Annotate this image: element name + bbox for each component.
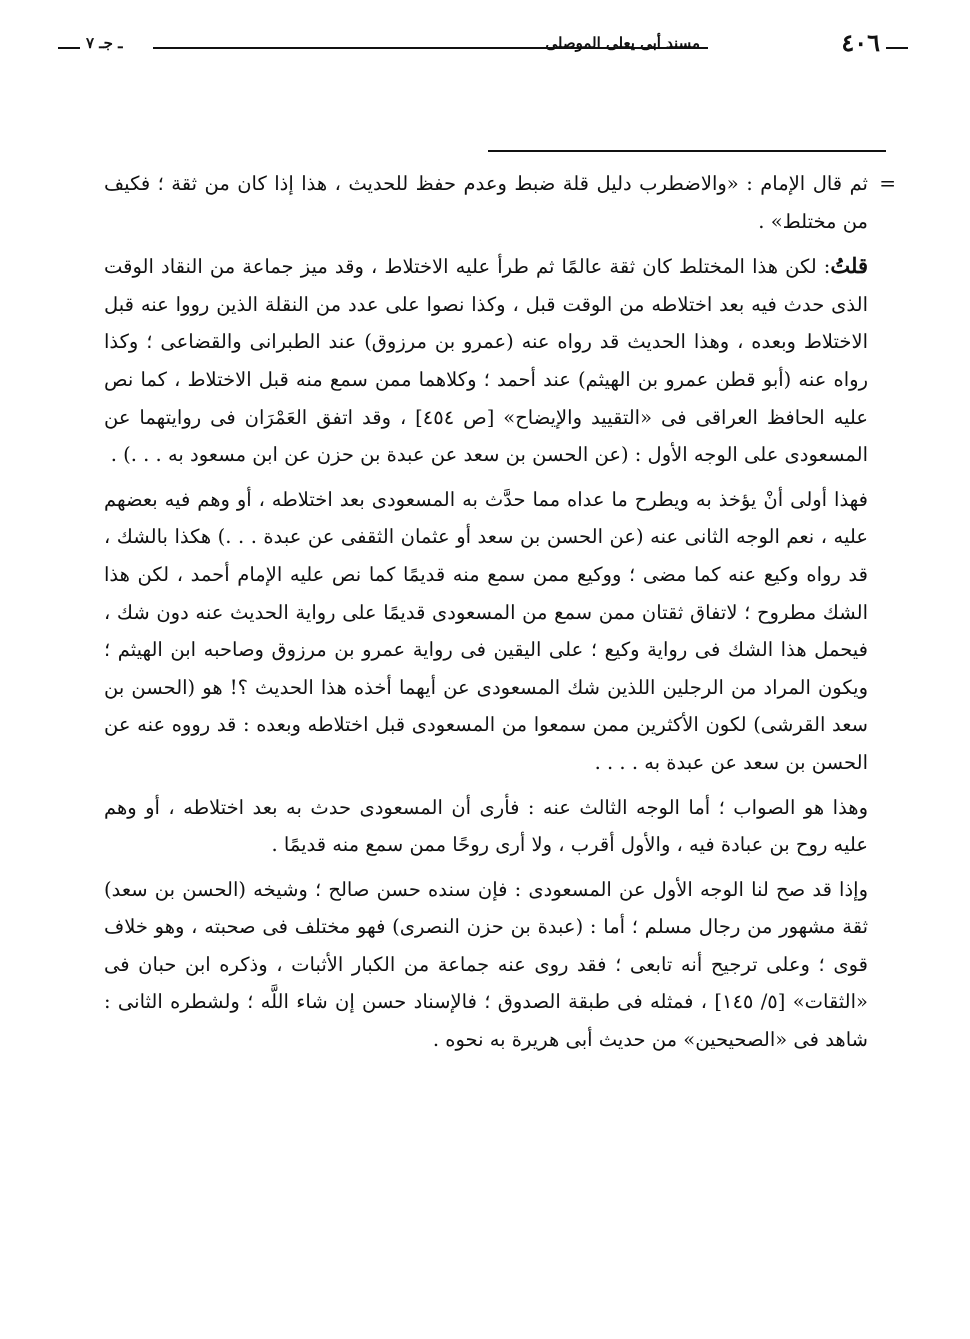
page-number: ٤٠٦	[841, 28, 880, 57]
paragraph-5: وإذا قد صح لنا الوجه الأول عن المسعودى : فإن سنده حسن صالح ؛ وشيخه (الحسن بن سعد) ثقة مشهور من رجال مسلم ؛ أما : (عبدة بن حزن النصرى) فهو مختلف فى صحبته ، وهو خلاف قوى ؛ وعلى ترجيح أنه تابعى ؛ فقد روى عنه جماعة من الكبار الأثبات ، وذكره ابن حبان فى «الثقات» [٥/ ١٤٥] ، فمثله فى طبقة الصدوق ؛ فالإسناد حسن إن شاء اللَّه ؛ ولشطره الثانى : شاهد فى «الصحيحين» من حديث أبى هريرة به نحوه .	[104, 877, 868, 1052]
footnote-body	[104, 165, 896, 1059]
paragraph-3: فهذا أولى أنْ يؤخذ به ويطرح ما عداه مما حدَّث به المسعودى بعد اختلاطه ، أو وهم فيه بعضهم عليه ، نعم الوجه الثانى عنه (عن الحسن بن سعد أو عثمان الثقفى عن عبدة . . .) هكذا بالشك ، قد رواه وكيع عنه كما مضى ؛ ووكيع ممن سمع منه قديمًا كما نص عليه الإمام أحمد ، لكن هذا الشك مطروح ؛ لاتفاق ثقتان ممن سمع من المسعودى قديمًا على رواية الحديث عنه دون شك ، فيحمل هذا الشك فى رواية وكيع ؛ على اليقين فى رواية عمرو بن مرزوق وصاحبه ابن الهيثم ؛ ويكون المراد من الرجلين اللذين شك المسعودى عن أيهما أخذه هذا الحديث ؟! هو (الحسن بن سعد القرشى) لكون الأكثرين ممن سمعوا من المسعودى قبل اختلاطه وبعده : قد رووه عنه عن الحسن بن سعد عن عبدة به . . . .	[104, 487, 868, 774]
continuation-mark: =	[879, 171, 896, 195]
qultu-label: قلتُ	[830, 253, 868, 279]
footnote-separator	[488, 150, 886, 152]
header-dash-left	[58, 47, 80, 49]
paragraph-2-text: : لكن هذا المختلط كان ثقة عالمًا ثم طرأ عليه الاختلاط ، وقد ميز جماعة من النقاد الوقت الذى حدث فيه بعد اختلاطه من الوقت قبل ، وكذا نصوا على عدد من النقلة الذين رووا عنه قبل الاختلاط وبعده ، وهذا الحديث قد رواه عنه (عمرو بن مرزوق) عند الطبرانى والقضاعى ؛ وكذا رواه عنه (أبو قطن عمرو بن الهيثم) عند أحمد ؛ وكلاهما ممن سمع منه قبل الاختلاط ، كما نص عليه الحافظ العراقى فى «التقييد والإيضاح» [ص ٤٥٤] ، وقد اتفق العَمْرَان فى روايتهما عن المسعودى على الوجه الأول : (عن الحسن بن سعد عن عبدة بن حزن عن ابن مسعود به . . .) .	[104, 255, 868, 467]
paragraph-1: ثم قال الإمام : «والاضطرب دليل قلة ضبط وعدم حفظ للحديث ، هذا إذا كان من ثقة ؛ فكيف من مختلط» .	[104, 172, 868, 233]
header-dash-right	[886, 47, 908, 49]
book-title: مسند أبى يعلى الموصلى	[545, 34, 700, 52]
page-header	[58, 30, 908, 66]
paragraph-2	[104, 247, 868, 474]
paragraph-4: وهذا هو الصواب ؛ أما الوجه الثالث عنه : فأرى أن المسعودى حدث به بعد اختلاطه ، أو وهم عليه روح بن عبادة فيه ، والأول أقرب ، ولا أرى روحًا ممن سمع منه قديمًا .	[104, 795, 868, 857]
volume-label: ـ جـ ٧	[86, 34, 123, 52]
